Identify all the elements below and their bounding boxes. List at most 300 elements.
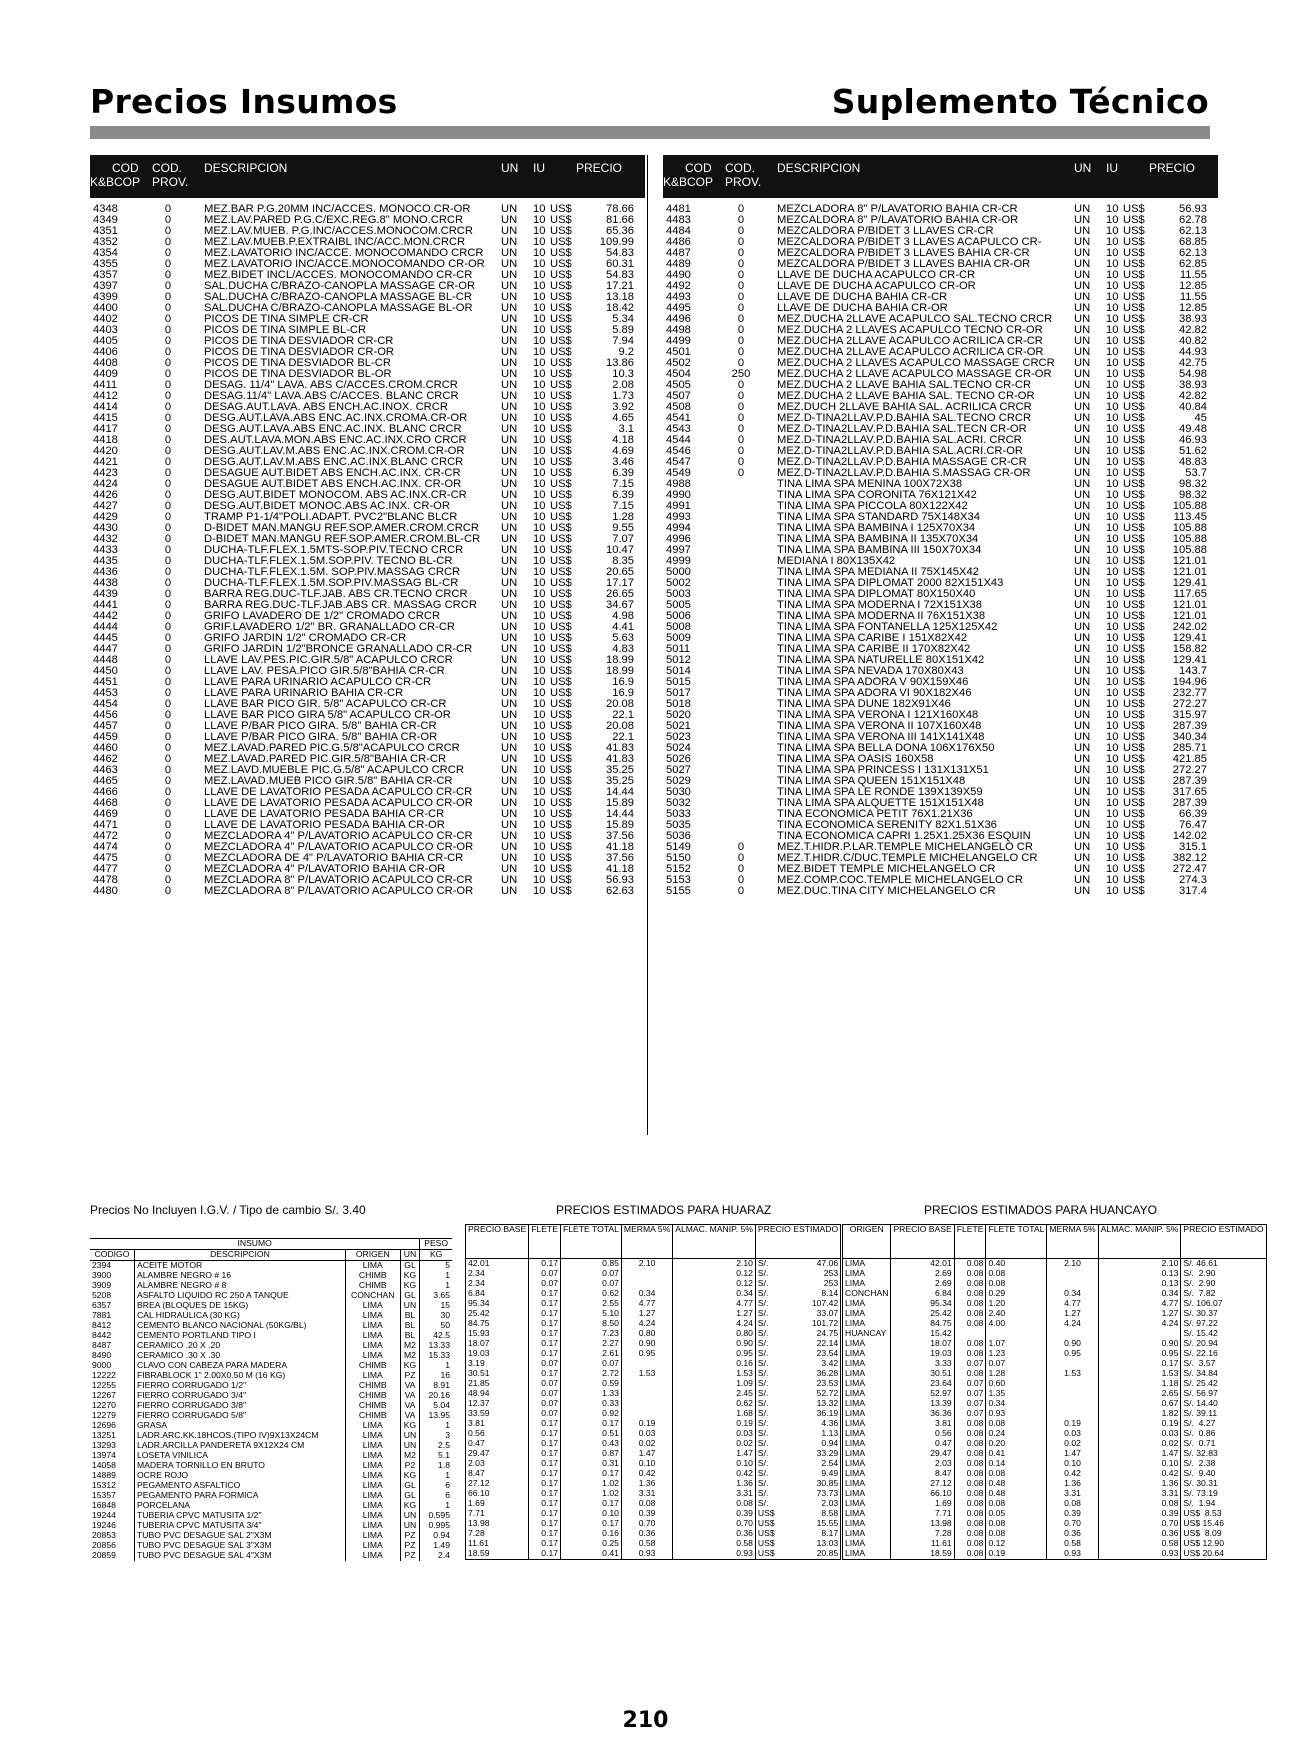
row-desc: MEZ.DUCHA 2LLAVE ACAPULCO ACRILICA CR-CR — [777, 336, 1043, 347]
cell-flete: 0.17 — [529, 1259, 561, 1270]
row-currency: US$ — [550, 258, 572, 270]
cell-flete: 0.07 — [529, 1279, 561, 1289]
row-currency: US$ — [550, 269, 572, 281]
cell-precio-base: 2.03 — [468, 1458, 485, 1469]
cell-currency: S/. — [755, 1319, 790, 1329]
row-currency: US$ — [550, 797, 572, 809]
cell-origen: LIMA — [845, 1258, 866, 1269]
row-iu: 10 — [533, 500, 546, 512]
row-cod: 4999 — [666, 555, 691, 567]
row-cod: 4469 — [93, 808, 118, 820]
cell-precio-estimado: 24.75 — [816, 1328, 839, 1339]
row-iu: 10 — [533, 720, 546, 732]
row-prov: 0 — [164, 390, 172, 402]
row-un: UN — [501, 665, 518, 677]
cell-precio-estimado: 1.13 — [821, 1428, 839, 1439]
cell-peso: 16 — [440, 1370, 450, 1381]
row-iu: 10 — [1106, 786, 1119, 798]
row-iu: 10 — [1106, 797, 1119, 809]
cell-flete: 0.17 — [529, 1549, 561, 1560]
row-price: 20.08 — [606, 720, 634, 732]
row-un: UN — [501, 544, 518, 556]
row-un: UN — [501, 236, 518, 248]
row-un: UN — [501, 775, 518, 787]
cell-un: VA — [400, 1381, 420, 1391]
cell-origen: LIMA — [845, 1308, 866, 1319]
row-prov: 0 — [164, 489, 172, 501]
row-cod: 5018 — [666, 698, 691, 710]
cell-almac: 0.93 — [673, 1549, 756, 1560]
row-currency: US$ — [550, 819, 572, 831]
cell-merma — [621, 1269, 672, 1279]
row-iu: 10 — [533, 764, 546, 776]
row-un: UN — [1074, 313, 1091, 325]
row-currency: US$ — [1123, 302, 1145, 314]
cell-merma: 0.34 — [621, 1289, 672, 1299]
cell-flete: 0.08 — [954, 1309, 986, 1319]
cell-merma: 0.08 — [1047, 1499, 1098, 1509]
row-desc: MEZ.LAVD.MUEBLE PIC.G.5/8" ACAPULCO CRCR — [204, 765, 464, 776]
cell-descripcion: TUBERIA CPVC MATUSITA 1/2" — [135, 1511, 346, 1521]
row-iu: 10 — [1106, 324, 1119, 336]
row-prov: 0 — [164, 214, 172, 226]
cell-flete-total: 2.27 — [561, 1339, 622, 1349]
row-cod: 5150 — [666, 852, 691, 864]
row-currency: US$ — [1123, 676, 1145, 688]
cell-precio-estimado: S/. 9.40 — [1181, 1469, 1266, 1479]
cell-flete-total: 0.87 — [561, 1449, 622, 1459]
row-un: UN — [1074, 544, 1091, 556]
cell-merma: 0.02 — [621, 1439, 672, 1449]
row-un: UN — [501, 313, 518, 325]
row-cod: 5149 — [666, 841, 691, 853]
row-currency: US$ — [1123, 423, 1145, 435]
cell-peso: 20.16 — [428, 1390, 450, 1401]
row-price: 142.02 — [1172, 830, 1207, 842]
row-desc: MEZCLADORA 4" P/LAVATORIO ACAPULCO CR-CR — [204, 831, 473, 842]
cell-precio-estimado: S/. 20.94 — [1181, 1339, 1266, 1349]
row-desc: MEZ.BAR P.G.20MM INC/ACCES. MONOCO.CR-OR — [204, 204, 471, 215]
row-iu: 10 — [1106, 368, 1119, 380]
cell-merma: 2.10 — [621, 1259, 672, 1270]
row-currency: US$ — [550, 775, 572, 787]
row-iu: 10 — [1106, 313, 1119, 325]
cell-descripcion: BREA (BLOQUES DE 15KG) — [135, 1301, 346, 1311]
cell-flete: 0.17 — [529, 1319, 561, 1329]
cell-descripcion: GRASA — [135, 1421, 346, 1431]
row-currency: US$ — [550, 390, 572, 402]
row-iu: 10 — [1106, 764, 1119, 776]
row-iu: 10 — [533, 577, 546, 589]
row-cod: 4496 — [666, 313, 691, 325]
row-currency: US$ — [1123, 203, 1145, 215]
cell-flete: 0.17 — [529, 1309, 561, 1319]
row-price: 109.99 — [599, 236, 634, 248]
row-currency: US$ — [1123, 566, 1145, 578]
row-desc: GRIFO JARDIN 1/2" CROMADO CR-CR — [204, 633, 407, 644]
cell-currency: S/. — [755, 1269, 790, 1279]
cell-precio-base: 2.03 — [891, 1459, 954, 1469]
cell-codigo: 8442 — [90, 1331, 135, 1341]
row-desc: MEZ.LAVAD.PARED PIC.GIR.5/8"BAHIA CR-CR — [204, 754, 447, 765]
cell-codigo: 8490 — [90, 1351, 135, 1361]
row-prov: 0 — [737, 324, 745, 336]
cell-merma: 0.36 — [621, 1529, 672, 1539]
row-price: 17.21 — [606, 280, 634, 292]
row-desc: BARRA REG.DUC-TLF.JAB. ABS CR.TECNO CRCR — [204, 589, 468, 600]
cell-peso: 1.8 — [438, 1460, 450, 1471]
cell-almac: 0.90 — [673, 1339, 756, 1349]
row-desc: MEZ.BIDET INCL/ACCES. MONOCOMANDO CR-CR — [204, 270, 473, 281]
row-currency: US$ — [550, 544, 572, 556]
cell-flete: 0.17 — [529, 1329, 561, 1339]
cell-descripcion: FIBRABLOCK 1" 2.00X0.50 M (16 KG) — [135, 1371, 346, 1381]
row-un: UN — [501, 390, 518, 402]
row-un: UN — [1074, 302, 1091, 314]
row-price: 2.08 — [612, 379, 634, 391]
row-prov: 0 — [164, 698, 172, 710]
cell-codigo: 20859 — [90, 1551, 135, 1561]
cell-flete: 0.08 — [954, 1519, 986, 1529]
row-iu: 10 — [533, 335, 546, 347]
row-un: UN — [501, 654, 518, 666]
row-prov: 0 — [164, 533, 172, 545]
cell-precio-estimado: 15.55 — [816, 1518, 839, 1529]
row-un: UN — [501, 269, 518, 281]
cell-codigo: 12270 — [90, 1401, 135, 1411]
row-price: 42.82 — [1179, 324, 1207, 336]
cell-merma: 0.90 — [621, 1339, 672, 1349]
cell-flete-total: 0.25 — [561, 1539, 622, 1549]
table-row — [466, 1549, 841, 1560]
cell-precio-estimado: 2.54 — [821, 1458, 839, 1469]
row-cod: 4432 — [93, 533, 118, 545]
cell-origen: LIMA — [845, 1448, 866, 1459]
row-desc: MEZ.D-TINA2LLAV.P.D.BAHIA SAL.TECN CR-OR — [777, 424, 1027, 435]
price-table-right — [663, 155, 1218, 897]
cell-precio-base: 2.34 — [468, 1268, 485, 1279]
cell-merma — [1047, 1269, 1098, 1279]
cell-precio-base: 95.34 — [468, 1298, 490, 1309]
row-cod: 4549 — [666, 467, 691, 479]
row-prov: 0 — [164, 335, 172, 347]
row-currency: US$ — [550, 577, 572, 589]
cell-precio-base: 66.10 — [891, 1489, 954, 1499]
cell-merma: 0.02 — [1047, 1439, 1098, 1449]
row-desc: MEZCALDORA P/BIDET 3 LLAVES BAHIA CR-OR — [777, 259, 1031, 270]
cell-origen: LIMA — [845, 1468, 866, 1479]
row-currency: US$ — [550, 456, 572, 468]
row-iu: 10 — [533, 830, 546, 842]
cell-almac: 0.12 — [673, 1279, 756, 1289]
row-desc: LLAVE P/BAR PICO GIRA. 5/8" BAHIA CR-OR — [204, 732, 438, 743]
cell-origen: LIMA — [345, 1551, 400, 1561]
row-un: UN — [1074, 412, 1091, 424]
cell-precio-estimado: S/. 2.90 — [1181, 1279, 1266, 1289]
row-prov: 0 — [164, 621, 172, 633]
row-iu: 10 — [533, 775, 546, 787]
row-cod: 4348 — [93, 203, 118, 215]
row-un: UN — [501, 610, 518, 622]
row-price: 62.13 — [1179, 225, 1207, 237]
descripcion-head: DESCRIPCION — [135, 1250, 346, 1261]
row-prov: 0 — [737, 346, 745, 358]
cell-merma — [621, 1389, 672, 1399]
row-prov: 0 — [164, 280, 172, 292]
row-desc: GRIF.LAVADERO 1/2" BR. GRANALLADO CR-CR — [204, 622, 455, 633]
row-currency: US$ — [550, 665, 572, 677]
row-currency: US$ — [1123, 313, 1145, 325]
row-un: UN — [1074, 357, 1091, 369]
row-un: UN — [1074, 753, 1091, 765]
cell-almac: 0.08 — [673, 1499, 756, 1509]
row-desc: TINA LIMA SPA MODERNA I 72X151X38 — [777, 600, 982, 611]
row-desc: MEZCALDORA P/BIDET 3 LLAVES ACAPULCO CR- — [777, 237, 1042, 248]
cell-almac: 1.47 — [1098, 1449, 1181, 1459]
cell-origen: LIMA — [345, 1441, 400, 1451]
row-desc: MEZ.T.HIDR.P.LAR.TEMPLE MICHELANGELO CR — [777, 842, 1033, 853]
row-price: 62.13 — [1179, 247, 1207, 259]
row-prov: 250 — [731, 368, 751, 380]
row-desc: TINA LIMA SPA MODERNA II 76X151X38 — [777, 611, 986, 622]
cell-origen: HUANCAY — [845, 1328, 887, 1339]
row-desc: LLAVE P/BAR PICO GIRA. 5/8" BAHIA CR-CR — [204, 721, 437, 732]
cell-flete: 0.08 — [954, 1319, 986, 1329]
row-price: 18.99 — [606, 665, 634, 677]
flete-total-head: FLETE TOTAL — [561, 1225, 622, 1259]
cell-almac: 1.09 — [673, 1379, 756, 1389]
cell-precio-estimado: S/. 97.22 — [1181, 1319, 1266, 1329]
row-currency: US$ — [1123, 852, 1145, 864]
cell-precio-estimado: S/. 34.84 — [1181, 1369, 1266, 1379]
cell-flete: 0.07 — [529, 1359, 561, 1369]
cell-flete-total: 0.08 — [986, 1269, 1047, 1279]
cell-codigo: 2394 — [90, 1261, 135, 1272]
cell-merma: 0.03 — [621, 1429, 672, 1439]
cell-origen: LIMA — [345, 1301, 400, 1311]
row-un: UN — [501, 555, 518, 567]
row-prov: 0 — [737, 280, 745, 292]
cell-origen: LIMA — [845, 1478, 866, 1489]
row-price: 7.07 — [612, 533, 634, 545]
cell-un: BL — [400, 1321, 420, 1331]
row-iu: 10 — [1106, 390, 1119, 402]
cell-peso: 1 — [445, 1420, 450, 1431]
row-un: UN — [1074, 863, 1091, 875]
row-un: UN — [1074, 665, 1091, 677]
row-un: UN — [1074, 236, 1091, 248]
row-cod: 5029 — [666, 775, 691, 787]
cell-almac: 0.19 — [1098, 1419, 1181, 1429]
row-prov: 0 — [737, 236, 745, 248]
cell-merma: 1.53 — [1047, 1369, 1098, 1379]
row-currency: US$ — [550, 335, 572, 347]
row-prov: 0 — [164, 654, 172, 666]
cell-flete-total: 0.34 — [986, 1399, 1047, 1409]
row-price: 41.18 — [606, 841, 634, 853]
row-price: 46.93 — [1179, 434, 1207, 446]
row-prov: 0 — [737, 302, 745, 314]
cell-flete: 0.17 — [529, 1499, 561, 1509]
row-un: UN — [1074, 401, 1091, 413]
cell-flete-total: 0.93 — [986, 1409, 1047, 1419]
row-cod: 5033 — [666, 808, 691, 820]
cell-codigo: 8487 — [90, 1341, 135, 1351]
cell-almac: 1.47 — [673, 1449, 756, 1459]
cell-currency: S/. — [755, 1439, 790, 1449]
row-iu: 10 — [1106, 610, 1119, 622]
row-un: UN — [501, 885, 518, 897]
row-un: UN — [501, 511, 518, 523]
cell-descripcion: CLAVO CON CABEZA PARA MADERA — [135, 1361, 346, 1371]
row-un: UN — [1074, 489, 1091, 501]
row-currency: US$ — [1123, 533, 1145, 545]
cell-un: M2 — [400, 1451, 420, 1461]
row-un: UN — [501, 225, 518, 237]
row-cod: 4477 — [93, 863, 118, 875]
row-currency: US$ — [1123, 874, 1145, 886]
row-iu: 10 — [533, 709, 546, 721]
row-cod: 4352 — [93, 236, 118, 248]
cell-flete: 0.17 — [529, 1369, 561, 1379]
row-iu: 10 — [1106, 852, 1119, 864]
cell-currency: S/. — [755, 1399, 790, 1409]
row-price: 62.63 — [606, 885, 634, 897]
row-price: 232.77 — [1172, 687, 1207, 699]
row-currency: US$ — [550, 643, 572, 655]
row-prov: 0 — [164, 555, 172, 567]
cell-currency: US$ — [755, 1539, 790, 1549]
row-prov: 0 — [164, 269, 172, 281]
row-desc: PICOS DE TINA SIMPLE CR-CR — [204, 314, 369, 325]
row-currency: US$ — [1123, 280, 1145, 292]
cell-precio-base: 6.84 — [891, 1289, 954, 1299]
cell-codigo: 15312 — [90, 1481, 135, 1491]
cell-flete: 0.17 — [529, 1419, 561, 1429]
row-iu: 10 — [1106, 698, 1119, 710]
row-iu: 10 — [533, 885, 546, 897]
row-price: 4.18 — [612, 434, 634, 446]
huancayo-body — [843, 1259, 1267, 1560]
row-un: UN — [1074, 390, 1091, 402]
row-currency: US$ — [1123, 390, 1145, 402]
row-cod: 5008 — [666, 621, 691, 633]
row-cod: 4444 — [93, 621, 118, 633]
row-un: UN — [501, 731, 518, 743]
row-cod: 4993 — [666, 511, 691, 523]
row-un: UN — [1074, 775, 1091, 787]
row-iu: 10 — [533, 313, 546, 325]
cell-currency: US$ — [755, 1549, 790, 1560]
cell-precio-base: 13.39 — [891, 1399, 954, 1409]
row-price: 68.85 — [1179, 236, 1207, 248]
row-cod: 4996 — [666, 533, 691, 545]
cell-merma: 0.93 — [1047, 1549, 1098, 1560]
cell-flete-total: 1.35 — [986, 1389, 1047, 1399]
cell-merma: 1.47 — [621, 1449, 672, 1459]
row-cod: 4502 — [666, 357, 691, 369]
table-row — [843, 1549, 1267, 1560]
cell-precio-estimado: 101.72 — [811, 1318, 839, 1329]
row-iu: 10 — [1106, 302, 1119, 314]
row-cod: 4451 — [93, 676, 118, 688]
cell-codigo: 12222 — [90, 1371, 135, 1381]
cell-origen: LIMA — [345, 1511, 400, 1521]
row-currency: US$ — [550, 313, 572, 325]
row-cod: 4499 — [666, 335, 691, 347]
row-un: UN — [1074, 280, 1091, 292]
row-iu: 10 — [533, 687, 546, 699]
cell-currency: US$ — [755, 1509, 790, 1519]
row-prov: 0 — [164, 324, 172, 336]
row-desc: PICOS DE TINA DESVIADOR BL-CR — [204, 358, 391, 369]
row-un: UN — [1074, 225, 1091, 237]
page-number: 210 — [622, 1708, 669, 1733]
row-prov: 0 — [737, 885, 745, 897]
cell-codigo: 12255 — [90, 1381, 135, 1391]
row-prov: 0 — [737, 313, 745, 325]
row-un: UN — [501, 852, 518, 864]
row-iu: 10 — [1106, 434, 1119, 446]
insumo-table — [90, 1238, 452, 1561]
row-prov: 0 — [737, 445, 745, 457]
cell-flete-total: 0.33 — [561, 1399, 622, 1409]
price-table-body — [663, 198, 1218, 897]
row-desc: TINA LIMA SPA VERONA I 121X160X48 — [777, 710, 979, 721]
row-iu: 10 — [1106, 247, 1119, 259]
cell-precio-base: 23.64 — [891, 1379, 954, 1389]
table-row — [90, 1551, 452, 1561]
cell-peso: 13.33 — [428, 1340, 450, 1351]
kg-head: KG — [420, 1250, 452, 1261]
row-un: UN — [1074, 467, 1091, 479]
row-un: UN — [501, 324, 518, 336]
row-currency: US$ — [550, 654, 572, 666]
row-un: UN — [1074, 566, 1091, 578]
row-currency: US$ — [550, 709, 572, 721]
row-price: 44.93 — [1179, 346, 1207, 358]
row-prov: 0 — [737, 467, 745, 479]
cell-precio-base: 7.28 — [891, 1529, 954, 1539]
row-iu: 10 — [533, 753, 546, 765]
cell-merma: 0.39 — [1047, 1509, 1098, 1519]
cell-un: M2 — [400, 1341, 420, 1351]
cell-currency: S/. — [755, 1499, 790, 1509]
header-cod2: COD. — [152, 161, 182, 175]
cell-merma: 1.27 — [1047, 1309, 1098, 1319]
row-price: 285.71 — [1172, 742, 1207, 754]
cell-currency: S/. — [755, 1259, 790, 1270]
row-iu: 10 — [533, 841, 546, 853]
row-price: 11.55 — [1179, 291, 1207, 303]
cell-currency: S/. — [755, 1449, 790, 1459]
row-un: UN — [1074, 423, 1091, 435]
row-price: 129.41 — [1172, 632, 1207, 644]
cell-flete: 0.08 — [954, 1539, 986, 1549]
row-currency: US$ — [1123, 511, 1145, 523]
row-iu: 10 — [1106, 621, 1119, 633]
cell-precio-base: 7.71 — [891, 1509, 954, 1519]
cell-un: KG — [400, 1471, 420, 1481]
cell-currency: S/. — [755, 1369, 790, 1379]
cell-precio-base: 19.03 — [468, 1348, 490, 1359]
row-desc: PICOS DE TINA DESVIADOR BL-OR — [204, 369, 392, 380]
cell-descripcion: TUBERIA CPVC MATUSITA 3/4" — [135, 1521, 346, 1531]
row-desc: TINA ECONOMICA PETIT 76X1.21X36 — [777, 809, 973, 820]
row-cod: 4462 — [93, 753, 118, 765]
row-price: 4.65 — [612, 412, 634, 424]
huaraz-table — [465, 1224, 841, 1560]
